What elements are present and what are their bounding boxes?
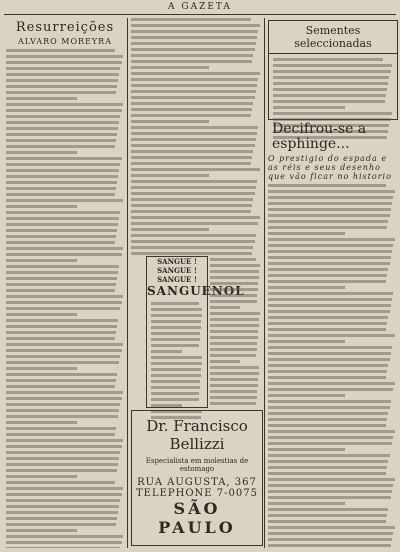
text-line [6,109,122,112]
text-line [6,349,122,352]
text-line [131,180,257,183]
column-2-top [131,18,261,258]
text-line [131,228,209,231]
ad-product-name: SANGUENOL [147,284,245,298]
text-line [6,523,116,526]
text-line [6,433,115,436]
text-line [6,541,122,544]
text-line [268,244,393,247]
text-line [6,487,123,490]
text-line [210,396,257,399]
text-line [6,517,117,520]
text-line [210,390,257,393]
article-tagline: O prestigio do espada e as réis e seus desenho que vão ficar no historio [268,154,392,181]
seeds-box [268,20,398,120]
column-divider [127,18,128,548]
text-line [268,184,386,187]
column-3 [268,122,396,548]
text-line [131,246,253,249]
ad-phone: TELEPHONE 7-0075 [136,488,258,499]
text-line [6,499,120,502]
text-line [6,121,119,124]
bellizzi-ad [131,410,263,546]
text-line [6,367,77,370]
text-line [6,103,123,106]
text-line [210,270,259,273]
text-line [268,292,393,295]
text-line [6,481,115,484]
text-line [268,424,386,427]
text-line [6,547,120,548]
text-line [6,451,120,454]
text-line [268,364,388,367]
text-line [268,382,395,385]
text-line [6,211,120,214]
text-line [6,181,117,184]
text-line [268,268,388,271]
text-line [6,157,122,160]
text-line [268,454,390,457]
text-line [6,235,116,238]
text-line [268,472,386,475]
text-line [151,320,201,323]
text-line [6,289,115,292]
text-line [131,30,258,33]
text-line [6,205,77,208]
article-body [268,184,396,548]
text-line [151,374,201,377]
text-line [131,186,256,189]
text-line [6,259,77,262]
text-line [210,276,259,279]
text-line [268,358,390,361]
text-line [131,156,252,159]
text-line [6,91,116,94]
text-line [131,240,255,243]
text-line [131,36,257,39]
text-line [210,288,258,291]
text-line [268,316,388,319]
text-line [131,234,256,237]
text-line [131,126,258,129]
text-line [131,84,257,87]
article-body [210,258,260,406]
text-line [268,334,395,337]
text-line [6,373,117,376]
ad-address: RUA AUGUSTA, 367 [137,477,257,488]
text-line [268,346,392,349]
text-line [268,514,387,517]
text-line [6,241,115,244]
text-line [273,58,383,61]
text-line [273,88,387,91]
text-line [6,265,119,268]
ad-doctor-name: Dr. Francisco Bellizzi [146,417,248,453]
text-line [268,322,387,325]
ad-tagline: SANGUE ! SANGUE ! SANGUE ! [157,257,197,284]
text-line [151,362,202,365]
text-line [131,174,209,177]
article-body [6,49,124,548]
text-line [131,210,251,213]
text-line [131,48,255,51]
text-line [6,379,116,382]
text-line [151,344,199,347]
box-title: Sementes seleccionadas [269,21,397,54]
text-line [151,326,201,329]
text-line [131,96,255,99]
ad-specialty: Especialista em molestias de estomago [145,457,249,473]
text-line [6,319,118,322]
text-line [131,108,252,111]
text-line [273,118,391,121]
text-line [268,352,391,355]
text-line [6,493,122,496]
text-line [6,151,77,154]
text-line [131,252,252,255]
text-line [268,376,386,379]
text-line [268,196,393,199]
text-line [210,354,256,357]
text-line [268,220,388,223]
text-line [210,300,257,303]
text-line [6,271,118,274]
text-line [6,283,116,286]
text-line [6,169,119,172]
text-line [6,127,118,130]
text-line [131,216,260,219]
sanguenol-ad [146,256,245,408]
text-line [131,150,253,153]
text-line [6,217,119,220]
text-line [210,264,260,267]
text-line [6,67,120,70]
text-line [268,394,345,397]
text-line [131,198,253,201]
text-line [6,535,123,538]
text-line [210,294,257,297]
text-line [273,112,392,115]
text-line [6,253,122,256]
text-line [131,132,257,135]
text-line [151,386,200,389]
text-line [273,94,386,97]
text-line [268,304,391,307]
text-line [268,526,395,529]
text-line [273,82,388,85]
text-line [268,208,391,211]
text-line [6,529,77,532]
text-line [6,385,115,388]
text-line [268,238,395,241]
text-line [268,214,390,217]
masthead: A GAZETA [168,2,232,12]
text-line [268,298,392,301]
text-line [131,222,258,225]
text-line [131,66,209,69]
text-line [6,193,115,196]
text-line [131,72,260,75]
text-line [268,250,392,253]
text-line [6,301,122,304]
text-line [6,307,120,310]
text-line [151,380,200,383]
text-line [210,336,258,339]
text-line [273,76,389,79]
text-line [6,73,119,76]
text-line [151,404,182,407]
text-line [6,415,118,418]
text-line [6,139,116,142]
text-line [268,190,395,193]
text-line [6,277,117,280]
text-line [6,511,118,514]
text-line [268,286,345,289]
text-line [268,400,391,403]
text-line [131,138,256,141]
text-line [6,463,118,466]
text-line [268,328,386,331]
text-line [6,331,116,334]
text-line [6,475,77,478]
text-line [6,505,119,508]
text-line [268,508,388,511]
text-line [268,274,387,277]
article-byline: ALVARO MOREYRA [18,37,112,46]
text-line [6,391,123,394]
text-line [6,115,120,118]
text-line [6,85,117,88]
text-line [268,496,391,499]
text-line [268,544,391,547]
text-line [6,97,77,100]
text-line [210,312,260,315]
text-line [6,421,77,424]
ad-city: SÃO PAULO [158,499,236,537]
text-line [210,372,259,375]
text-line [210,360,240,363]
text-line [151,338,200,341]
text-line [151,314,202,317]
text-line [6,439,123,442]
text-line [268,418,387,421]
text-line [6,187,116,190]
column-1 [6,20,124,548]
text-line [268,388,393,391]
text-line [6,361,119,364]
text-line [210,324,259,327]
text-line [210,282,258,285]
text-line [6,355,120,358]
article-body [131,18,261,258]
text-line [6,295,123,298]
text-line [268,538,392,541]
text-line [6,133,117,136]
text-line [6,445,122,448]
text-line [273,100,385,103]
text-line [151,368,201,371]
text-line [151,350,182,353]
text-line [268,502,345,505]
text-line [151,302,199,305]
text-line [210,330,258,333]
text-line [131,78,258,81]
text-line [268,430,395,433]
text-line [273,64,392,67]
text-line [268,448,345,451]
text-line [210,378,258,381]
text-line [6,199,123,202]
text-line [131,102,253,105]
text-line [268,484,393,487]
article-headline: Resurreições [15,20,115,35]
text-line [273,70,391,73]
text-line [273,106,345,109]
text-line [131,42,256,45]
text-line [131,168,260,171]
text-line [6,457,119,460]
text-line [210,402,256,405]
text-line [268,466,387,469]
text-line [131,120,209,123]
text-line [131,192,255,195]
text-line [6,325,117,328]
text-line [151,332,200,335]
text-line [6,313,77,316]
text-line [131,162,251,165]
column-divider [264,18,265,548]
text-line [268,256,391,259]
text-line [6,409,119,412]
text-line [151,308,202,311]
text-line [151,398,199,401]
text-line [210,366,259,369]
text-line [131,54,253,57]
column-2-side [210,258,260,406]
article-headline: Decifrou-se a esphinge... [272,122,367,152]
text-line [131,114,251,117]
text-line [268,226,387,229]
text-line [6,175,118,178]
text-line [6,247,123,250]
text-line [131,204,252,207]
text-line [6,145,115,148]
text-line [6,163,120,166]
text-line [131,24,260,27]
text-line [268,442,392,445]
text-line [6,337,115,340]
masthead-rule [4,14,396,15]
text-line [268,412,388,415]
text-line [6,61,122,64]
text-line [268,520,386,523]
text-line [268,202,392,205]
text-line [6,49,115,52]
text-line [6,403,120,406]
text-line [268,532,393,535]
text-line [268,478,395,481]
text-line [151,356,202,359]
text-line [131,18,251,21]
text-line [6,469,117,472]
text-line [268,406,390,409]
text-line [210,384,258,387]
text-line [210,318,259,321]
text-line [268,460,388,463]
text-line [6,229,117,232]
text-line [268,370,387,373]
text-line [268,490,392,493]
text-line [210,258,256,261]
text-line [268,340,345,343]
text-line [210,348,257,351]
text-line [6,223,118,226]
text-line [268,310,390,313]
text-line [6,397,122,400]
text-line [268,262,390,265]
text-line [6,55,123,58]
text-line [268,232,345,235]
text-line [268,280,386,283]
text-line [6,427,116,430]
text-line [210,342,257,345]
text-line [151,392,199,395]
text-line [131,60,252,63]
ad-body [151,302,203,419]
text-line [268,436,393,439]
text-line [6,343,123,346]
text-line [210,306,240,309]
text-line [6,79,118,82]
text-line [131,90,256,93]
text-line [131,144,255,147]
